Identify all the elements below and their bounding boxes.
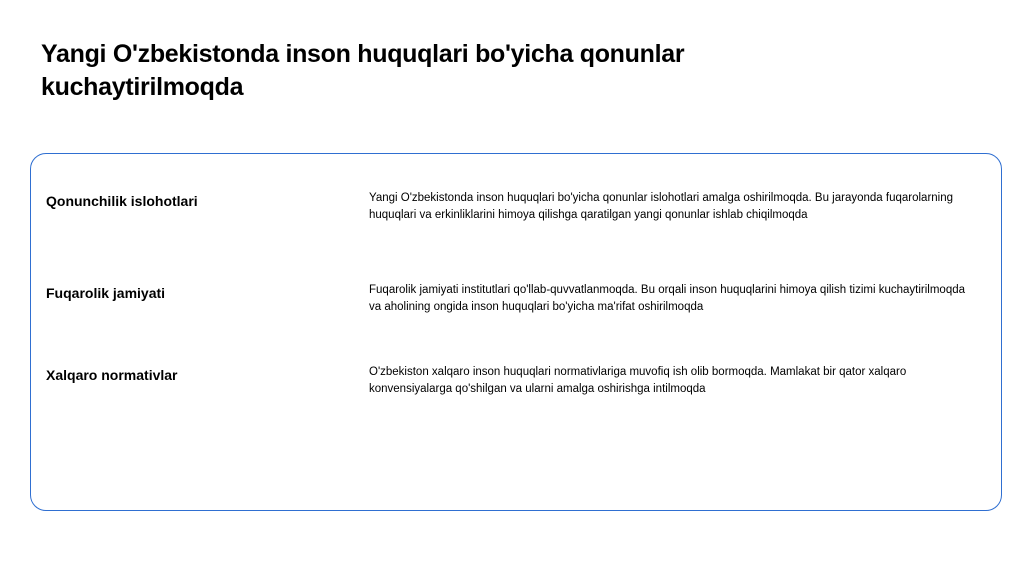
- row-description: Fuqarolik jamiyati institutlari qo'llab-quvvatlanmoqda. Bu orqali inson huquqlarini himoya qilish tizimi kuchaytirilmoqda va aholining ongida inson huquqlari bo'yicha ma'rifat oshirilmoqda: [369, 284, 966, 313]
- row-label: Fuqarolik jamiyati: [46, 285, 166, 301]
- row-label: Xalqaro normativlar: [46, 367, 178, 383]
- content-card: [30, 153, 1002, 511]
- slide-title: Yangi O'zbekistonda inson huquqlari bo'yicha qonunlar kuchaytirilmoqda: [41, 40, 685, 101]
- row-description: O'zbekiston xalqaro inson huquqlari normativlariga muvofiq ish olib bormoqda. Mamlakat bir qator xalqaro konvensiyalarga qo'shilgan va ularni amalga oshirishga intilmoqda: [369, 366, 907, 395]
- row-label: Qonunchilik islohotlari: [46, 193, 198, 209]
- row-description: Yangi O'zbekistonda inson huquqlari bo'yicha qonunlar islohotlari amalga oshirilmoqda. Bu jarayonda fuqarolarning huquqlari va erkinliklarini himoya qilishga qaratilgan yangi qonunlar ishlab chiqilmoqda: [369, 192, 954, 221]
